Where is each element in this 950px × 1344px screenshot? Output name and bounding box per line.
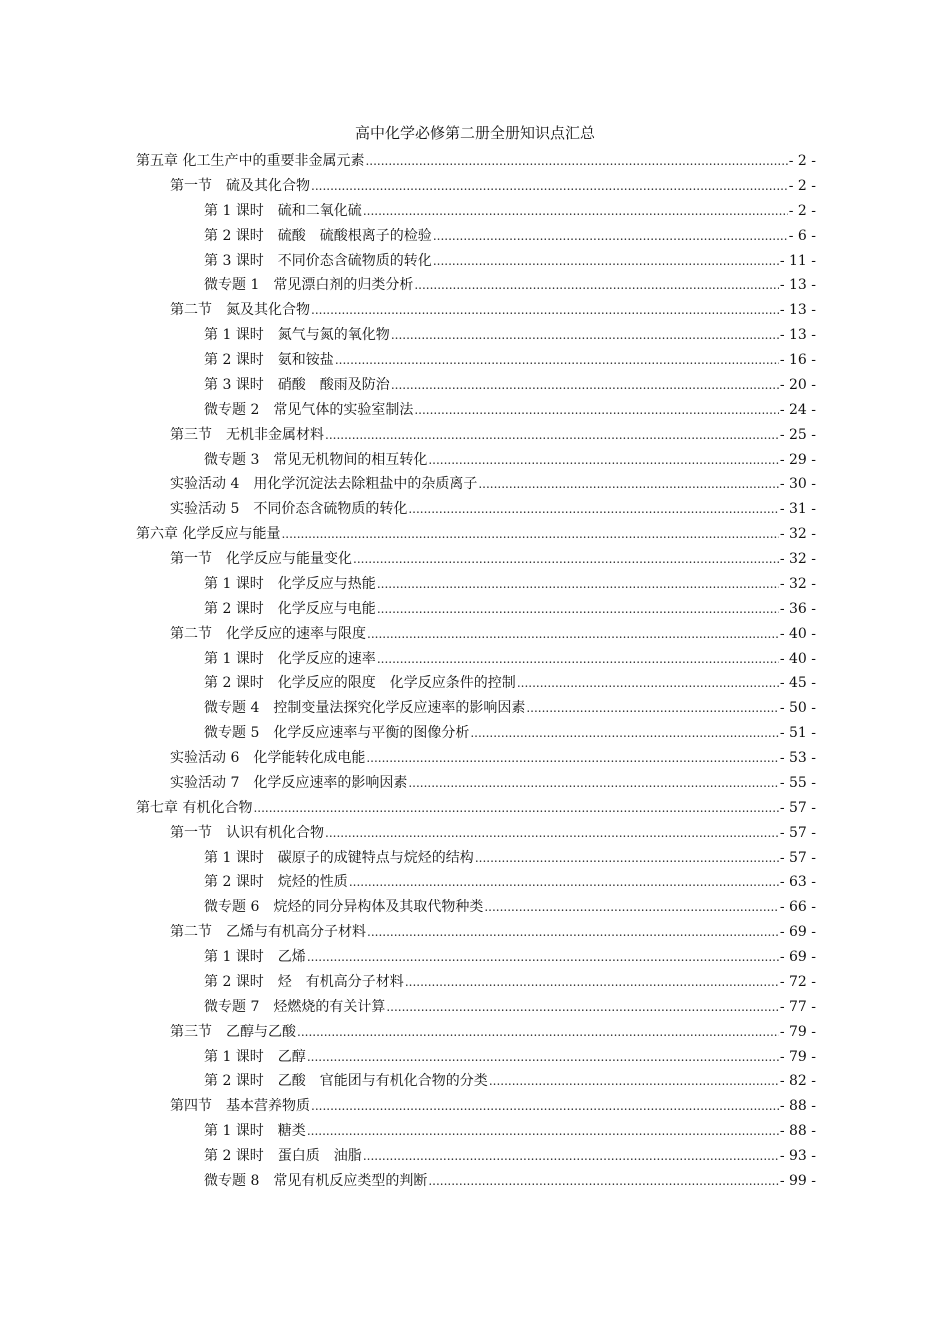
toc-entry-label: 第 1 课时 硫和二氧化硫 [204, 202, 362, 219]
toc-entry-label: 第 2 课时 氨和铵盐 [204, 352, 334, 368]
toc-entry-page-number: - 32 - [779, 526, 816, 543]
toc-entry-page-number: - 93 - [779, 1148, 816, 1164]
toc-dot-leader [325, 821, 779, 846]
toc-entry[interactable] [136, 522, 816, 547]
toc-entry-label: 实验活动 4 用化学沉淀法去除粗盐中的杂质离子 [170, 476, 478, 493]
toc-entry-label: 第 2 课时 乙酸 官能团与有机化合物的分类 [204, 1073, 488, 1090]
toc-entry[interactable] [136, 1069, 816, 1094]
toc-entry[interactable] [136, 174, 816, 199]
toc-dot-leader [307, 1119, 779, 1144]
toc-entry-page-number: - 82 - [779, 1073, 816, 1090]
toc-dot-leader [470, 721, 778, 746]
toc-entry[interactable] [136, 398, 816, 423]
toc-entry-label: 第 1 课时 乙烯 [204, 949, 306, 965]
toc-entry[interactable] [136, 870, 816, 895]
toc-entry[interactable] [136, 920, 816, 945]
toc-entry-page-number: - 53 - [779, 750, 816, 766]
toc-entry-label: 第 1 课时 乙醇 [204, 1048, 306, 1065]
toc-entry-page-number: - 57 - [779, 824, 816, 841]
toc-entry-label: 第七章 有机化合物 [136, 799, 253, 816]
toc-entry-label: 第 1 课时 化学反应与热能 [204, 575, 376, 592]
toc-dot-leader [366, 746, 778, 771]
toc-entry-page-number: - 50 - [779, 700, 816, 717]
toc-entry-page-number: - 57 - [779, 849, 816, 866]
toc-entry-label: 微专题 4 控制变量法探究化学反应速率的影响因素 [204, 700, 526, 717]
toc-entry-page-number: - 55 - [779, 774, 816, 791]
toc-entry-page-number: - 88 - [779, 1098, 816, 1115]
toc-entry-page-number: - 88 - [779, 1123, 816, 1140]
toc-dot-leader [377, 572, 779, 597]
toc-entry-label: 微专题 1 常见漂白剂的归类分析 [204, 277, 414, 294]
toc-entry[interactable] [136, 572, 816, 597]
toc-entry[interactable] [136, 671, 816, 696]
toc-entry[interactable] [136, 373, 816, 398]
toc-dot-leader [349, 870, 779, 895]
toc-dot-leader [391, 323, 779, 348]
toc-entry[interactable] [136, 796, 816, 821]
toc-dot-leader [307, 1045, 779, 1070]
toc-entry-label: 实验活动 7 化学反应速率的影响因素 [170, 774, 408, 791]
toc-dot-leader [517, 671, 779, 696]
toc-dot-leader [386, 995, 778, 1020]
toc-dot-leader [414, 398, 778, 423]
toc-entry[interactable] [136, 771, 816, 796]
toc-entry[interactable] [136, 721, 816, 746]
toc-entry-label: 第二节 乙烯与有机高分子材料 [170, 924, 366, 941]
toc-entry-label: 微专题 3 常见无机物间的相互转化 [204, 451, 428, 468]
toc-entry[interactable] [136, 821, 816, 846]
toc-entry[interactable] [136, 1144, 816, 1169]
toc-entry-label: 第一节 化学反应与能量变化 [170, 551, 352, 567]
toc-entry-label: 第 2 课时 化学反应与电能 [204, 600, 376, 617]
toc-entry-page-number: - 79 - [779, 1023, 816, 1040]
toc-dot-leader [367, 622, 779, 647]
toc-entry-label: 微专题 2 常见气体的实验室制法 [204, 401, 414, 418]
toc-entry[interactable] [136, 249, 816, 274]
toc-entry-page-number: - 69 - [779, 924, 816, 941]
toc-entry-page-number: - 63 - [779, 874, 816, 891]
toc-entry[interactable] [136, 1094, 816, 1119]
toc-entry[interactable] [136, 323, 816, 348]
toc-dot-leader [281, 522, 778, 547]
toc-entry[interactable] [136, 647, 816, 672]
toc-entry-label: 第 3 课时 硝酸 酸雨及防治 [204, 376, 390, 393]
toc-entry-page-number: - 13 - [779, 302, 816, 319]
toc-entry-page-number: - 25 - [779, 426, 816, 443]
toc-entry[interactable] [136, 298, 816, 323]
toc-entry[interactable] [136, 1045, 816, 1070]
toc-entry[interactable] [136, 547, 816, 572]
toc-dot-leader [335, 348, 779, 373]
toc-dot-leader [365, 149, 787, 174]
toc-dot-leader [325, 423, 779, 448]
toc-dot-leader [414, 273, 778, 298]
toc-entry-page-number: - 51 - [779, 725, 816, 742]
toc-entry-page-number: - 32 - [779, 551, 816, 567]
table-of-contents [136, 149, 816, 1194]
toc-entry-label: 第 2 课时 烷烃的性质 [204, 874, 348, 891]
toc-entry-page-number: - 72 - [779, 973, 816, 990]
toc-entry-label: 第 2 课时 化学反应的限度 化学反应条件的控制 [204, 675, 516, 692]
toc-dot-leader [253, 796, 778, 821]
toc-entry-page-number: - 11 - [779, 252, 816, 269]
toc-entry-page-number: - 45 - [779, 675, 816, 692]
toc-dot-leader [433, 249, 779, 274]
toc-entry-page-number: - 79 - [779, 1048, 816, 1065]
toc-entry-label: 第一节 硫及其化合物 [170, 177, 310, 194]
toc-dot-leader [377, 597, 779, 622]
toc-entry[interactable] [136, 746, 816, 771]
toc-entry[interactable] [136, 448, 816, 473]
toc-entry-page-number: - 69 - [779, 949, 816, 965]
toc-entry[interactable] [136, 348, 816, 373]
toc-entry[interactable] [136, 895, 816, 920]
toc-entry-page-number: - 36 - [779, 600, 816, 617]
toc-entry-page-number: - 2 - [788, 202, 816, 219]
toc-entry-label: 微专题 8 常见有机反应类型的判断 [204, 1172, 428, 1189]
toc-entry[interactable] [136, 1119, 816, 1144]
toc-dot-leader [311, 298, 779, 323]
toc-dot-leader [484, 895, 778, 920]
toc-entry-label: 第二节 化学反应的速率与限度 [170, 625, 366, 642]
toc-entry[interactable] [136, 696, 816, 721]
toc-dot-leader [353, 547, 779, 572]
toc-entry[interactable] [136, 472, 816, 497]
toc-entry-label: 第三节 乙醇与乙酸 [170, 1023, 296, 1040]
toc-entry-label: 第 2 课时 烃 有机高分子材料 [204, 973, 404, 990]
toc-dot-leader [307, 945, 779, 970]
toc-entry-page-number: - 20 - [779, 376, 816, 393]
toc-entry-label: 第二节 氮及其化合物 [170, 302, 310, 319]
toc-entry[interactable] [136, 622, 816, 647]
toc-dot-leader [408, 771, 778, 796]
toc-entry-label: 第 1 课时 化学反应的速率 [204, 650, 376, 667]
toc-entry-page-number: - 13 - [779, 327, 816, 344]
toc-dot-leader [433, 224, 788, 249]
toc-dot-leader [478, 472, 778, 497]
toc-entry[interactable] [136, 423, 816, 448]
toc-entry[interactable] [136, 597, 816, 622]
toc-entry-label: 第 1 课时 碳原子的成键特点与烷烃的结构 [204, 849, 474, 866]
toc-entry[interactable] [136, 970, 816, 995]
toc-entry-page-number: - 40 - [779, 625, 816, 642]
toc-entry-label: 微专题 5 化学反应速率与平衡的图像分析 [204, 725, 470, 742]
toc-entry-page-number: - 40 - [779, 650, 816, 667]
toc-entry[interactable] [136, 273, 816, 298]
toc-entry-page-number: - 77 - [779, 998, 816, 1015]
toc-dot-leader [363, 199, 788, 224]
toc-entry-page-number: - 2 - [788, 177, 816, 194]
toc-entry[interactable] [136, 149, 816, 174]
toc-entry[interactable] [136, 995, 816, 1020]
toc-entry-label: 实验活动 6 化学能转化成电能 [170, 750, 366, 766]
toc-entry-page-number: - 2 - [788, 153, 816, 169]
toc-entry-page-number: - 66 - [779, 899, 816, 916]
toc-dot-leader [489, 1069, 779, 1094]
toc-entry-page-number: - 6 - [788, 227, 816, 244]
toc-entry-page-number: - 30 - [779, 476, 816, 493]
toc-dot-leader [408, 497, 778, 522]
toc-entry-label: 第三节 无机非金属材料 [170, 426, 324, 443]
toc-dot-leader [405, 970, 779, 995]
toc-entry-label: 第 2 课时 硫酸 硫酸根离子的检验 [204, 227, 432, 244]
toc-entry-page-number: - 99 - [779, 1172, 816, 1189]
toc-dot-leader [475, 846, 779, 871]
toc-entry-label: 第 1 课时 糖类 [204, 1123, 306, 1140]
toc-dot-leader [363, 1144, 779, 1169]
toc-entry-page-number: - 13 - [779, 277, 816, 294]
toc-entry-label: 第六章 化学反应与能量 [136, 526, 281, 543]
document-title: 高中化学必修第二册全册知识点汇总 [354, 124, 595, 142]
toc-entry[interactable] [136, 1169, 816, 1194]
toc-entry-page-number: - 16 - [779, 352, 816, 368]
toc-entry-label: 第五章 化工生产中的重要非金属元素 [136, 153, 365, 169]
toc-entry[interactable] [136, 224, 816, 249]
toc-dot-leader [311, 1094, 779, 1119]
toc-dot-leader [311, 174, 788, 199]
toc-entry[interactable] [136, 1020, 816, 1045]
toc-dot-leader [428, 1169, 778, 1194]
toc-entry[interactable] [136, 846, 816, 871]
toc-entry-label: 第 1 课时 氮气与氮的氧化物 [204, 327, 390, 344]
toc-entry-page-number: - 29 - [779, 451, 816, 468]
toc-entry[interactable] [136, 497, 816, 522]
toc-dot-leader [428, 448, 778, 473]
toc-dot-leader [391, 373, 779, 398]
toc-entry-label: 第 2 课时 蛋白质 油脂 [204, 1148, 362, 1164]
toc-entry-label: 第 3 课时 不同价态含硫物质的转化 [204, 252, 432, 269]
toc-dot-leader [367, 920, 779, 945]
toc-dot-leader [526, 696, 778, 721]
toc-entry-label: 微专题 6 烷烃的同分异构体及其取代物种类 [204, 899, 484, 916]
toc-entry[interactable] [136, 199, 816, 224]
toc-entry-page-number: - 32 - [779, 575, 816, 592]
toc-entry-label: 微专题 7 烃燃烧的有关计算 [204, 998, 386, 1015]
toc-entry-label: 实验活动 5 不同价态含硫物质的转化 [170, 501, 408, 518]
toc-dot-leader [377, 647, 779, 672]
toc-entry-page-number: - 31 - [779, 501, 816, 518]
toc-entry-page-number: - 24 - [779, 401, 816, 418]
toc-dot-leader [297, 1020, 779, 1045]
toc-entry[interactable] [136, 945, 816, 970]
toc-entry-label: 第一节 认识有机化合物 [170, 824, 324, 841]
toc-entry-label: 第四节 基本营养物质 [170, 1098, 310, 1115]
toc-entry-page-number: - 57 - [779, 799, 816, 816]
